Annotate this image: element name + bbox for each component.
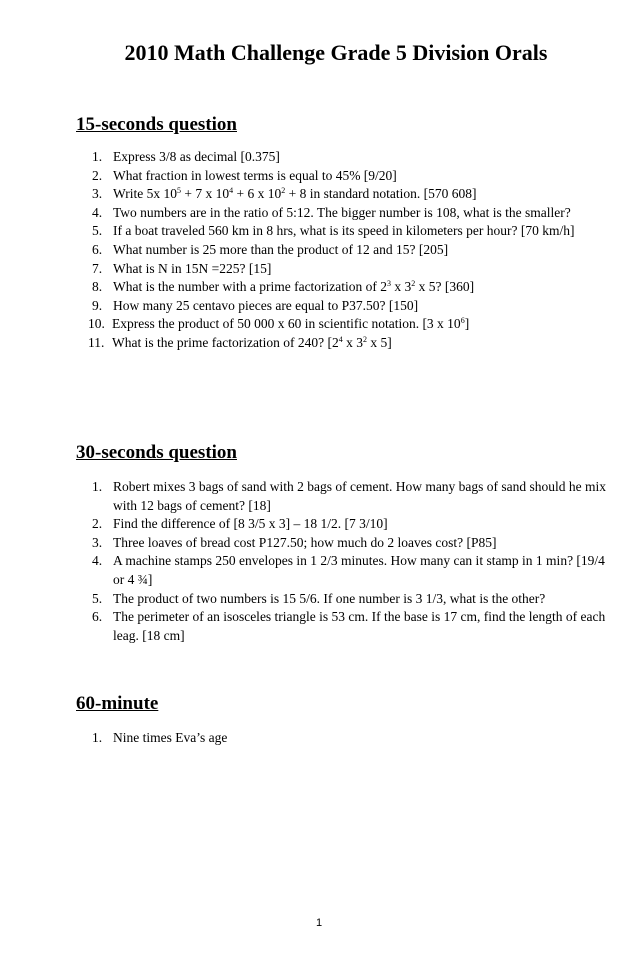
list-item [92, 185, 612, 204]
list-item [92, 515, 612, 534]
list-item [92, 478, 612, 515]
item-number: 11. [88, 334, 105, 350]
list-item [92, 278, 612, 297]
exponent: 2 [363, 334, 368, 344]
item-text: Write 5x 10 [113, 186, 177, 202]
item-text: + 7 x 10 [180, 186, 230, 202]
item-text: What is N in 15N =225? [15] [113, 260, 272, 276]
section-heading-30-seconds: 30-seconds question [76, 442, 237, 463]
item-number: 3. [92, 186, 103, 202]
item-text: The perimeter of an isosceles triangle is 53 cm. If the base is 17 cm, find the length of each leag. [18 cm] [113, 609, 606, 643]
question-list-60-minute [92, 729, 612, 748]
item-number: 6. [92, 241, 103, 257]
exponent: 3 [387, 279, 392, 289]
item-number: 2. [92, 516, 103, 532]
list-item [92, 590, 612, 609]
item-text: x 5? [360] [415, 279, 475, 295]
list-item [92, 167, 612, 186]
list-item [88, 334, 612, 353]
item-text: x 3 [391, 279, 412, 295]
list-item [92, 260, 612, 279]
list-item [92, 608, 612, 645]
item-text: How many 25 centavo pieces are equal to P37.50? [150] [113, 297, 419, 313]
question-list-15-seconds [88, 148, 612, 353]
item-text: + 6 x 10 [233, 186, 282, 202]
item-text: Express 3/8 as decimal [0.375] [113, 149, 280, 164]
list-item [88, 315, 612, 334]
list-item [92, 241, 612, 260]
list-item [92, 552, 612, 589]
item-text: ] [464, 316, 470, 332]
list-item [92, 729, 612, 748]
item-number: 9. [92, 297, 103, 313]
item-text: x 5] [367, 334, 392, 350]
exponent: 4 [229, 186, 234, 196]
item-text: Robert mixes 3 bags of sand with 2 bags of cement. How many bags of sand should he mix with 12 bags of cement? [18] [113, 479, 607, 513]
item-number: 2. [92, 167, 103, 183]
item-text: Two numbers are in the ratio of 5:12. The bigger number is 108, what is the smaller? [113, 204, 571, 220]
exponent: 4 [338, 334, 343, 344]
item-text: What is the number with a prime factorization of 2 [113, 279, 388, 295]
item-text: Three loaves of bread cost P127.50; how much do 2 loaves cost? [P85] [113, 534, 497, 550]
document-title: 2010 Math Challenge Grade 5 Division Orals [124, 40, 548, 65]
item-number: 8. [92, 279, 103, 295]
question-list-30-seconds [92, 478, 612, 645]
item-number: 3. [92, 534, 103, 550]
exponent: 2 [281, 186, 286, 196]
item-text: The product of two numbers is 15 5/6. If one number is 3 1/3, what is the other? [113, 590, 546, 606]
list-item [92, 222, 612, 241]
exponent: 5 [176, 186, 181, 196]
item-text: If a boat traveled 560 km in 8 hrs, what is its speed in kilometers per hour? [70 km/h] [113, 223, 575, 239]
list-item [92, 204, 612, 223]
list-item [92, 534, 612, 553]
section-heading-15-seconds: 15-seconds question [76, 114, 237, 135]
item-text: What fraction in lowest terms is equal to 45% [9/20] [113, 167, 397, 183]
item-text: Express the product of 50 000 x 60 in scientific notation. [3 x 10 [112, 316, 461, 332]
item-text: What is the prime factorization of 240? [2 [112, 334, 339, 350]
exponent: 6 [460, 316, 465, 326]
item-number: 5. [92, 223, 103, 239]
item-text: What number is 25 more than the product of 12 and 15? [205] [113, 241, 449, 257]
item-number: 1. [92, 730, 103, 745]
exponent: 2 [411, 279, 416, 289]
item-number: 10. [88, 316, 105, 332]
item-text: Find the difference of [8 3/5 x 3] – 18 1/2. [7 3/10] [113, 516, 388, 532]
page-number: 1 [315, 917, 323, 929]
item-number: 4. [92, 553, 103, 569]
item-text: A machine stamps 250 envelopes in 1 2/3 minutes. How many can it stamp in 1 min? [19/4 or 4 ¾] [113, 553, 605, 587]
item-number: 1. [92, 479, 103, 494]
item-text: Nine times Eva’s age [113, 730, 228, 745]
item-number: 4. [92, 204, 103, 220]
item-number: 5. [92, 590, 103, 606]
list-item [92, 148, 612, 167]
item-number: 1. [92, 149, 103, 164]
item-number: 6. [92, 609, 103, 625]
list-item [92, 297, 612, 316]
item-text: x 3 [342, 334, 364, 350]
section-heading-60-minute: 60-minute [76, 693, 159, 714]
item-text: + 8 in standard notation. [570 608] [285, 186, 477, 202]
item-number: 7. [92, 260, 103, 276]
